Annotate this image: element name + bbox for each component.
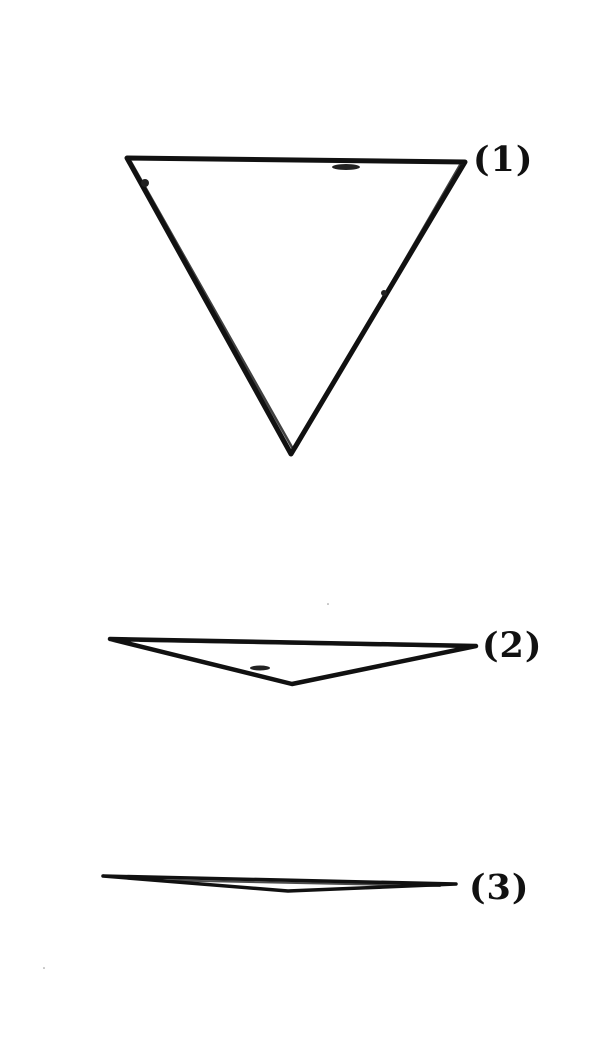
triangle-3 (103, 876, 456, 891)
triangle-2-label: (2) (482, 625, 543, 666)
triangle-2-ink-blot (250, 666, 270, 671)
paper-speck (327, 603, 329, 605)
paper-speck (43, 967, 45, 969)
triangle-1-ink-dot (141, 179, 149, 187)
triangle-3-label: (3) (469, 867, 530, 908)
triangle-1-outline (127, 158, 465, 454)
triangle-1 (127, 158, 465, 454)
triangle-2 (110, 639, 476, 684)
triangle-1-ink-blot (332, 164, 360, 170)
triangle-1-label: (1) (473, 139, 534, 180)
triangle-1-ink-dot-2 (381, 290, 387, 296)
triangle-1-rough-edges (131, 162, 460, 449)
